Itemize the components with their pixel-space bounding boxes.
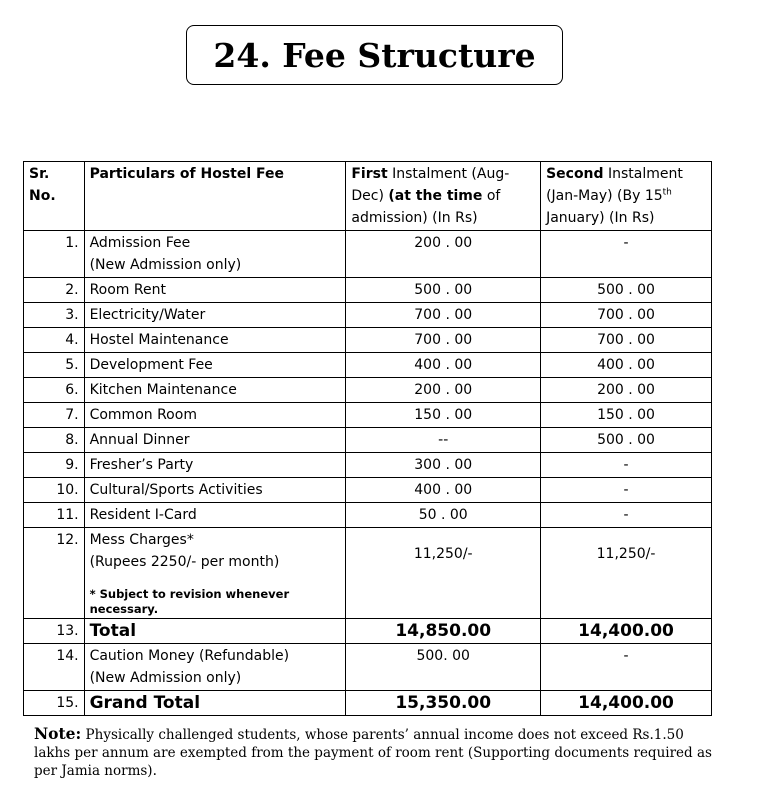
- row-particulars: Room Rent: [84, 278, 346, 303]
- header-particulars: Particulars of Hostel Fee: [84, 162, 346, 231]
- row-particulars: Electricity/Water: [84, 303, 346, 328]
- header-sr-no: Sr. No.: [24, 162, 85, 231]
- table-row: [24, 453, 712, 478]
- total-second-amount: 14,400.00: [541, 619, 712, 644]
- row-second-amount: 500 . 00: [541, 278, 712, 303]
- grand-total-first-amount: 15,350.00: [346, 691, 541, 716]
- row-particulars: Caution Money (Refundable) (New Admission only): [84, 644, 346, 691]
- fee-structure-table: [23, 161, 712, 716]
- table-row-total: [24, 619, 712, 644]
- row-first-amount: 400 . 00: [346, 353, 541, 378]
- row-second-amount: 700 . 00: [541, 303, 712, 328]
- note-label: Note:: [34, 724, 82, 743]
- table-row: [24, 403, 712, 428]
- row-sr: 12.: [24, 528, 85, 619]
- row-first-amount: 700 . 00: [346, 328, 541, 353]
- grand-total-second-amount: 14,400.00: [541, 691, 712, 716]
- total-label: Total: [84, 619, 346, 644]
- row-particulars: Development Fee: [84, 353, 346, 378]
- row-second-amount: 500 . 00: [541, 428, 712, 453]
- table-row-grand-total: [24, 691, 712, 716]
- row-sr: 5.: [24, 353, 85, 378]
- row-second-amount: 11,250/-: [541, 528, 712, 619]
- page-title: 24. Fee Structure: [186, 25, 563, 85]
- row-second-amount: -: [541, 644, 712, 691]
- table-row: [24, 378, 712, 403]
- row-second-amount: 400 . 00: [541, 353, 712, 378]
- table-row: [24, 353, 712, 378]
- row-second-amount: 700 . 00: [541, 328, 712, 353]
- row-particulars: Kitchen Maintenance: [84, 378, 346, 403]
- row-particulars: Mess Charges* (Rupees 2250/- per month) * Subject to revision whenever necessary.: [84, 528, 346, 619]
- row-first-amount: 50 . 00: [346, 503, 541, 528]
- row-first-amount: 400 . 00: [346, 478, 541, 503]
- header-first-instalment: First Instalment (Aug-Dec) (at the time of admission) (In Rs): [346, 162, 541, 231]
- table-row: [24, 278, 712, 303]
- row-first-amount: 500 . 00: [346, 278, 541, 303]
- row-sr: 7.: [24, 403, 85, 428]
- table-row: [24, 231, 712, 278]
- row-first-amount: --: [346, 428, 541, 453]
- table-row: [24, 503, 712, 528]
- row-second-amount: -: [541, 231, 712, 278]
- grand-total-label: Grand Total: [84, 691, 346, 716]
- row-first-amount: 700 . 00: [346, 303, 541, 328]
- row-sr: 9.: [24, 453, 85, 478]
- table-row: [24, 478, 712, 503]
- table-row-mess-charges: [24, 528, 712, 619]
- row-first-amount: 11,250/-: [346, 528, 541, 619]
- row-sr: 6.: [24, 378, 85, 403]
- row-particulars: Hostel Maintenance: [84, 328, 346, 353]
- row-second-amount: -: [541, 478, 712, 503]
- table-row: [24, 328, 712, 353]
- row-sr: 2.: [24, 278, 85, 303]
- row-sr: 13.: [24, 619, 85, 644]
- row-sr: 3.: [24, 303, 85, 328]
- row-particulars: Admission Fee (New Admission only): [84, 231, 346, 278]
- row-particulars: Fresher’s Party: [84, 453, 346, 478]
- row-sr: 10.: [24, 478, 85, 503]
- header-second-instalment: Second Instalment (Jan-May) (By 15th January) (In Rs): [541, 162, 712, 231]
- row-second-amount: -: [541, 503, 712, 528]
- row-first-amount: 500. 00: [346, 644, 541, 691]
- row-particulars: Resident I-Card: [84, 503, 346, 528]
- row-sr: 1.: [24, 231, 85, 278]
- row-first-amount: 200 . 00: [346, 231, 541, 278]
- total-first-amount: 14,850.00: [346, 619, 541, 644]
- table-header-row: [24, 162, 712, 231]
- row-sr: 15.: [24, 691, 85, 716]
- row-sr: 11.: [24, 503, 85, 528]
- note-paragraph: [34, 725, 724, 780]
- mess-footnote: * Subject to revision whenever necessary.: [89, 587, 290, 616]
- row-particulars: Cultural/Sports Activities: [84, 478, 346, 503]
- table-row: [24, 303, 712, 328]
- row-sr: 4.: [24, 328, 85, 353]
- row-first-amount: 200 . 00: [346, 378, 541, 403]
- row-second-amount: 150 . 00: [541, 403, 712, 428]
- row-sr: 14.: [24, 644, 85, 691]
- note-text: Physically challenged students, whose parents’ annual income does not exceed Rs.1.50 lakhs per annum are exempted from the payment of room rent (Supporting documents required as per Jamia norms).: [34, 727, 712, 779]
- row-first-amount: 150 . 00: [346, 403, 541, 428]
- table-row: [24, 428, 712, 453]
- row-second-amount: 200 . 00: [541, 378, 712, 403]
- table-row-caution-money: [24, 644, 712, 691]
- row-particulars: Common Room: [84, 403, 346, 428]
- row-first-amount: 300 . 00: [346, 453, 541, 478]
- row-particulars: Annual Dinner: [84, 428, 346, 453]
- row-sr: 8.: [24, 428, 85, 453]
- row-second-amount: -: [541, 453, 712, 478]
